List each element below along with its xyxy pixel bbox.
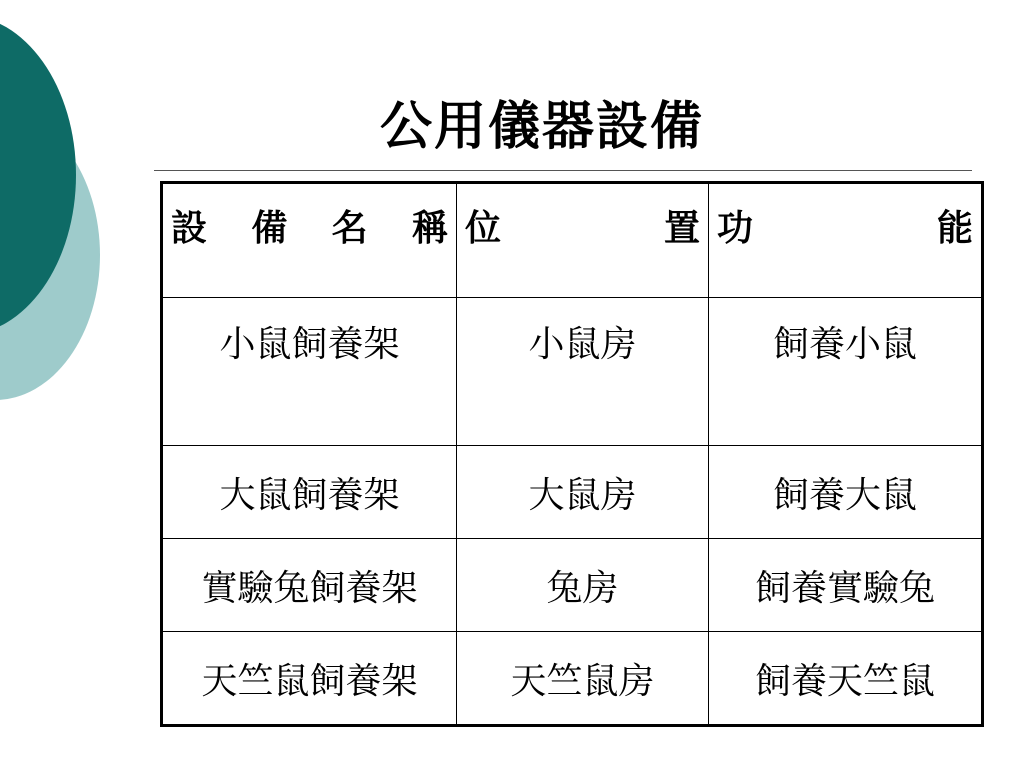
table-row	[162, 446, 983, 539]
header-equipment-name: 設 備 名 稱	[162, 183, 457, 298]
slide-title: 公用儀器設備	[380, 96, 705, 157]
cell-location: 天竺鼠房	[457, 632, 709, 726]
cell-function: 飼養大鼠	[709, 446, 983, 539]
header-location: 位 置	[457, 183, 709, 298]
cell-location: 小鼠房	[457, 298, 709, 446]
cell-location: 兔房	[457, 539, 709, 632]
cell-function: 飼養實驗兔	[709, 539, 983, 632]
equipment-table	[160, 181, 984, 727]
header-function: 功 能	[709, 183, 983, 298]
slide-decoration	[0, 0, 110, 420]
table-header-row	[162, 183, 983, 298]
table-row	[162, 298, 983, 446]
cell-equipment-name: 小鼠飼養架	[162, 298, 457, 446]
cell-location: 大鼠房	[457, 446, 709, 539]
table-row	[162, 539, 983, 632]
cell-function: 飼養小鼠	[709, 298, 983, 446]
title-divider	[154, 170, 972, 171]
cell-equipment-name: 實驗兔飼養架	[162, 539, 457, 632]
cell-function: 飼養天竺鼠	[709, 632, 983, 726]
cell-equipment-name: 大鼠飼養架	[162, 446, 457, 539]
table-row	[162, 632, 983, 726]
cell-equipment-name: 天竺鼠飼養架	[162, 632, 457, 726]
